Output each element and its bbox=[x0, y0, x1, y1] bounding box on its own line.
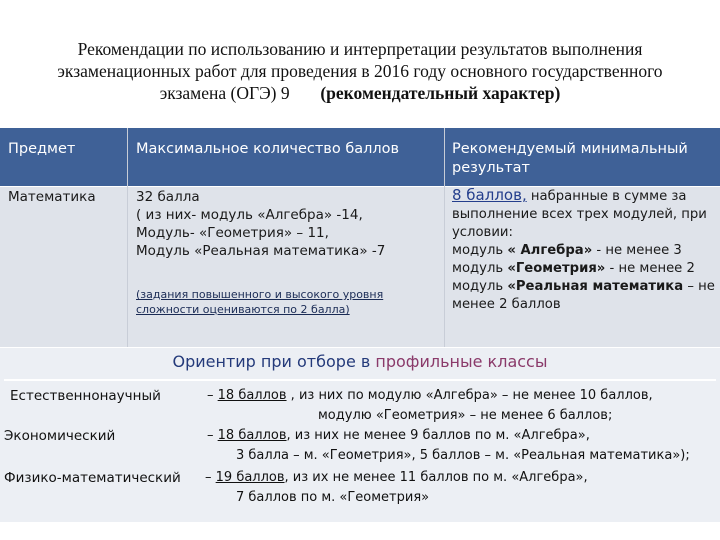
profile-heading-a: Ориентир при отборе в bbox=[172, 352, 376, 371]
profile-condition bbox=[207, 386, 653, 406]
profile-score: 18 баллов bbox=[217, 388, 287, 403]
module-label: модуль bbox=[452, 261, 508, 276]
dash: – bbox=[205, 470, 212, 485]
column-divider bbox=[127, 128, 128, 347]
condition-continuation: 7 баллов по м. «Геометрия» bbox=[236, 490, 430, 505]
note-line: (задания повышенного и высокого уровня bbox=[136, 288, 384, 301]
condition-continuation: 3 балла – м. «Геометрия», 5 баллов – м. «Реальная математика»); bbox=[236, 448, 690, 463]
profile-name: Физико-математический bbox=[4, 470, 181, 486]
max-line: Модуль «Реальная математика» -7 bbox=[136, 243, 386, 259]
profile-score: 18 баллов bbox=[217, 428, 287, 443]
condition-text: , из их не менее 11 баллов по м. «Алгебра», bbox=[284, 470, 588, 485]
module-real-math-tail: менее 2 баллов bbox=[452, 297, 561, 312]
title-line-2: экзаменационных работ для проведения в 2016 году основного государственного bbox=[57, 61, 663, 81]
max-line: 32 балла bbox=[136, 189, 200, 205]
profile-heading-b: профильные классы bbox=[375, 352, 548, 371]
min-score: 8 баллов, bbox=[452, 186, 527, 204]
module-algebra bbox=[452, 242, 716, 260]
scoring-note bbox=[136, 287, 436, 317]
profile-condition bbox=[205, 468, 588, 488]
header-min-result: Рекомендуемый минимальный результат bbox=[452, 141, 688, 176]
module-geometry bbox=[452, 260, 716, 278]
min-line: условии: bbox=[452, 225, 513, 240]
divider bbox=[4, 379, 716, 381]
profile-name: Естественнонаучный bbox=[10, 388, 161, 404]
condition-text: , из них не менее 9 баллов по м. «Алгебра», bbox=[286, 428, 590, 443]
profile-heading bbox=[0, 352, 720, 371]
module-label: модуль bbox=[452, 279, 508, 294]
max-line: Модуль- «Геометрия» – 11, bbox=[136, 225, 329, 241]
row-subject: Математика bbox=[8, 189, 96, 205]
title-line-1: Рекомендации по использованию и интерпретации результатов выполнения bbox=[77, 39, 643, 59]
min-line: выполнение всех трех модулей, при bbox=[452, 207, 707, 222]
module-requirement: - не менее 3 bbox=[592, 243, 682, 258]
module-label: модуль bbox=[452, 243, 508, 258]
profile-name: Экономический bbox=[4, 428, 116, 444]
module-requirement: – не bbox=[683, 279, 715, 294]
module-name: « Алгебра» bbox=[507, 243, 593, 258]
note-line: сложности оцениваются по 2 балла) bbox=[136, 303, 350, 316]
min-line-1 bbox=[452, 186, 716, 206]
condition-continuation: модулю «Геометрия» – не менее 6 баллов; bbox=[318, 408, 613, 423]
module-name: «Геометрия» bbox=[507, 261, 606, 276]
max-score-details bbox=[136, 188, 436, 260]
header-max-score: Максимальное количество баллов bbox=[136, 141, 400, 157]
min-result-details bbox=[452, 186, 716, 314]
module-name: «Реальная математика bbox=[507, 279, 684, 294]
module-real-math bbox=[452, 278, 716, 296]
max-line: ( из них- модуль «Алгебра» -14, bbox=[136, 207, 363, 223]
min-text: набранные в сумме за bbox=[526, 189, 687, 204]
title-line-3 bbox=[20, 82, 700, 104]
column-divider bbox=[444, 128, 445, 347]
module-requirement: - не менее 2 bbox=[605, 261, 695, 276]
title-line-3-main: экзамена (ОГЭ) 9 bbox=[159, 83, 290, 103]
header-subject: Предмет bbox=[8, 141, 76, 157]
title-note: (рекомендательный характер) bbox=[320, 83, 561, 103]
condition-text: , из них по модулю «Алгебра» – не менее 10 баллов, bbox=[286, 388, 653, 403]
profile-condition bbox=[207, 426, 590, 446]
dash: – bbox=[207, 388, 214, 403]
document-title bbox=[20, 38, 700, 104]
dash: – bbox=[207, 428, 214, 443]
profile-score: 19 баллов bbox=[215, 470, 285, 485]
